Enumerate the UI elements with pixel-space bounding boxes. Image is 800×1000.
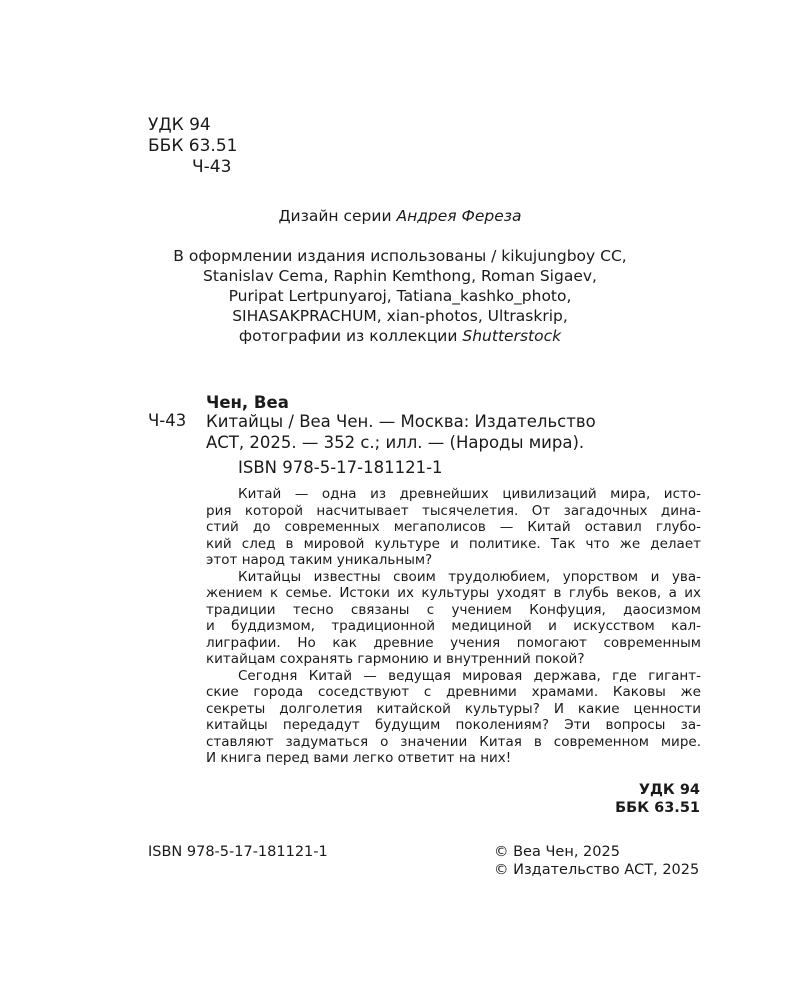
credit-line: В оформлении издания использованы / kikujungboy CC, (173, 247, 627, 265)
bib-author: Чен, Веа (206, 393, 289, 412)
credit-line: Puripat Lertpunyaroj, Tatiana_kashko_photo, (228, 287, 572, 305)
image-credits (0, 246, 800, 346)
udk-code: УДК 94 (148, 115, 211, 135)
bib-line: АСТ, 2025. — 352 с.; илл. — (Народы мира). (206, 433, 585, 452)
credit-source-name: Shutterstock (462, 327, 562, 345)
annotation-line: жением к семье. Истоки их культуры уходят в глубь веков, а их (206, 585, 701, 601)
footer-bbk: ББК 63.51 (615, 800, 700, 816)
classification-block (148, 115, 237, 178)
annotation-line: и буддизмом, традиционной медициной и искусством кал- (206, 618, 701, 634)
bib-line: Китайцы / Веа Чен. — Москва: Издательство (206, 412, 596, 431)
annotation-line: традиции тесно связаны с учением Конфуция, даосизмом (206, 601, 701, 618)
author-mark: Ч-43 (192, 157, 232, 177)
annotation-line: китайцы передадут будущим поколениям? Эти вопросы за- (206, 717, 701, 733)
bib-author-mark: Ч-43 (148, 411, 187, 430)
footer-classification (615, 781, 700, 817)
credit-line: SIHASAKPRACHUM, xian-photos, Ultraskrip, (232, 307, 568, 325)
annotation-line: Сегодня Китай — ведущая мировая держава, где гигант- (238, 667, 701, 684)
series-design-prefix: Дизайн серии (278, 207, 397, 225)
annotation-line: ставляют задуматься о значении Китая в современном мире. (206, 733, 701, 750)
credit-line: Stanislav Cema, Raphin Kemthong, Roman Sigaev, (203, 267, 597, 285)
annotation (206, 486, 701, 767)
series-design-credit (0, 206, 800, 226)
annotation-line: кий след в мировой культуре и политике. Так что же делает (206, 535, 701, 552)
annotation-line: лиграфии. Но как древние учения помогают современным (206, 634, 701, 651)
annotation-line: китайцам сохранять гармонию и внутренний покой? (206, 651, 585, 667)
annotation-line: ские города соседствуют с древними храмами. Каковы же (206, 684, 701, 700)
bib-description (206, 411, 704, 453)
annotation-line: секреты долголетия китайской культуры? И какие ценности (206, 700, 701, 717)
series-designer-name: Андрея Фереза (396, 207, 522, 225)
annotation-line: И книга перед вами легко ответит на них! (206, 750, 512, 766)
bib-isbn: ISBN 978-5-17-181121-1 (238, 458, 443, 477)
annotation-line: стий до современных мегаполисов — Китай оставил глубо- (206, 519, 701, 535)
copyright-block (494, 843, 699, 879)
annotation-line: рия которой насчитывает тысячелетия. От загадочных дина- (206, 502, 701, 519)
annotation-line: этот народ таким уникальным? (206, 552, 433, 568)
footer-isbn: ISBN 978-5-17-181121-1 (148, 844, 328, 860)
credit-line-last (0, 326, 800, 346)
annotation-line: Китайцы известны своим трудолюбием, упорством и ува- (238, 568, 701, 585)
copyright-publisher: © Издательство АСТ, 2025 (494, 862, 700, 878)
annotation-line: Китай — одна из древнейших цивилизаций мира, исто- (238, 486, 701, 502)
credit-source-prefix: фотографии из коллекции (238, 327, 463, 345)
footer-udk: УДК 94 (638, 782, 700, 798)
copyright-author: © Веа Чен, 2025 (494, 844, 620, 860)
bbk-code: ББК 63.51 (148, 136, 238, 156)
